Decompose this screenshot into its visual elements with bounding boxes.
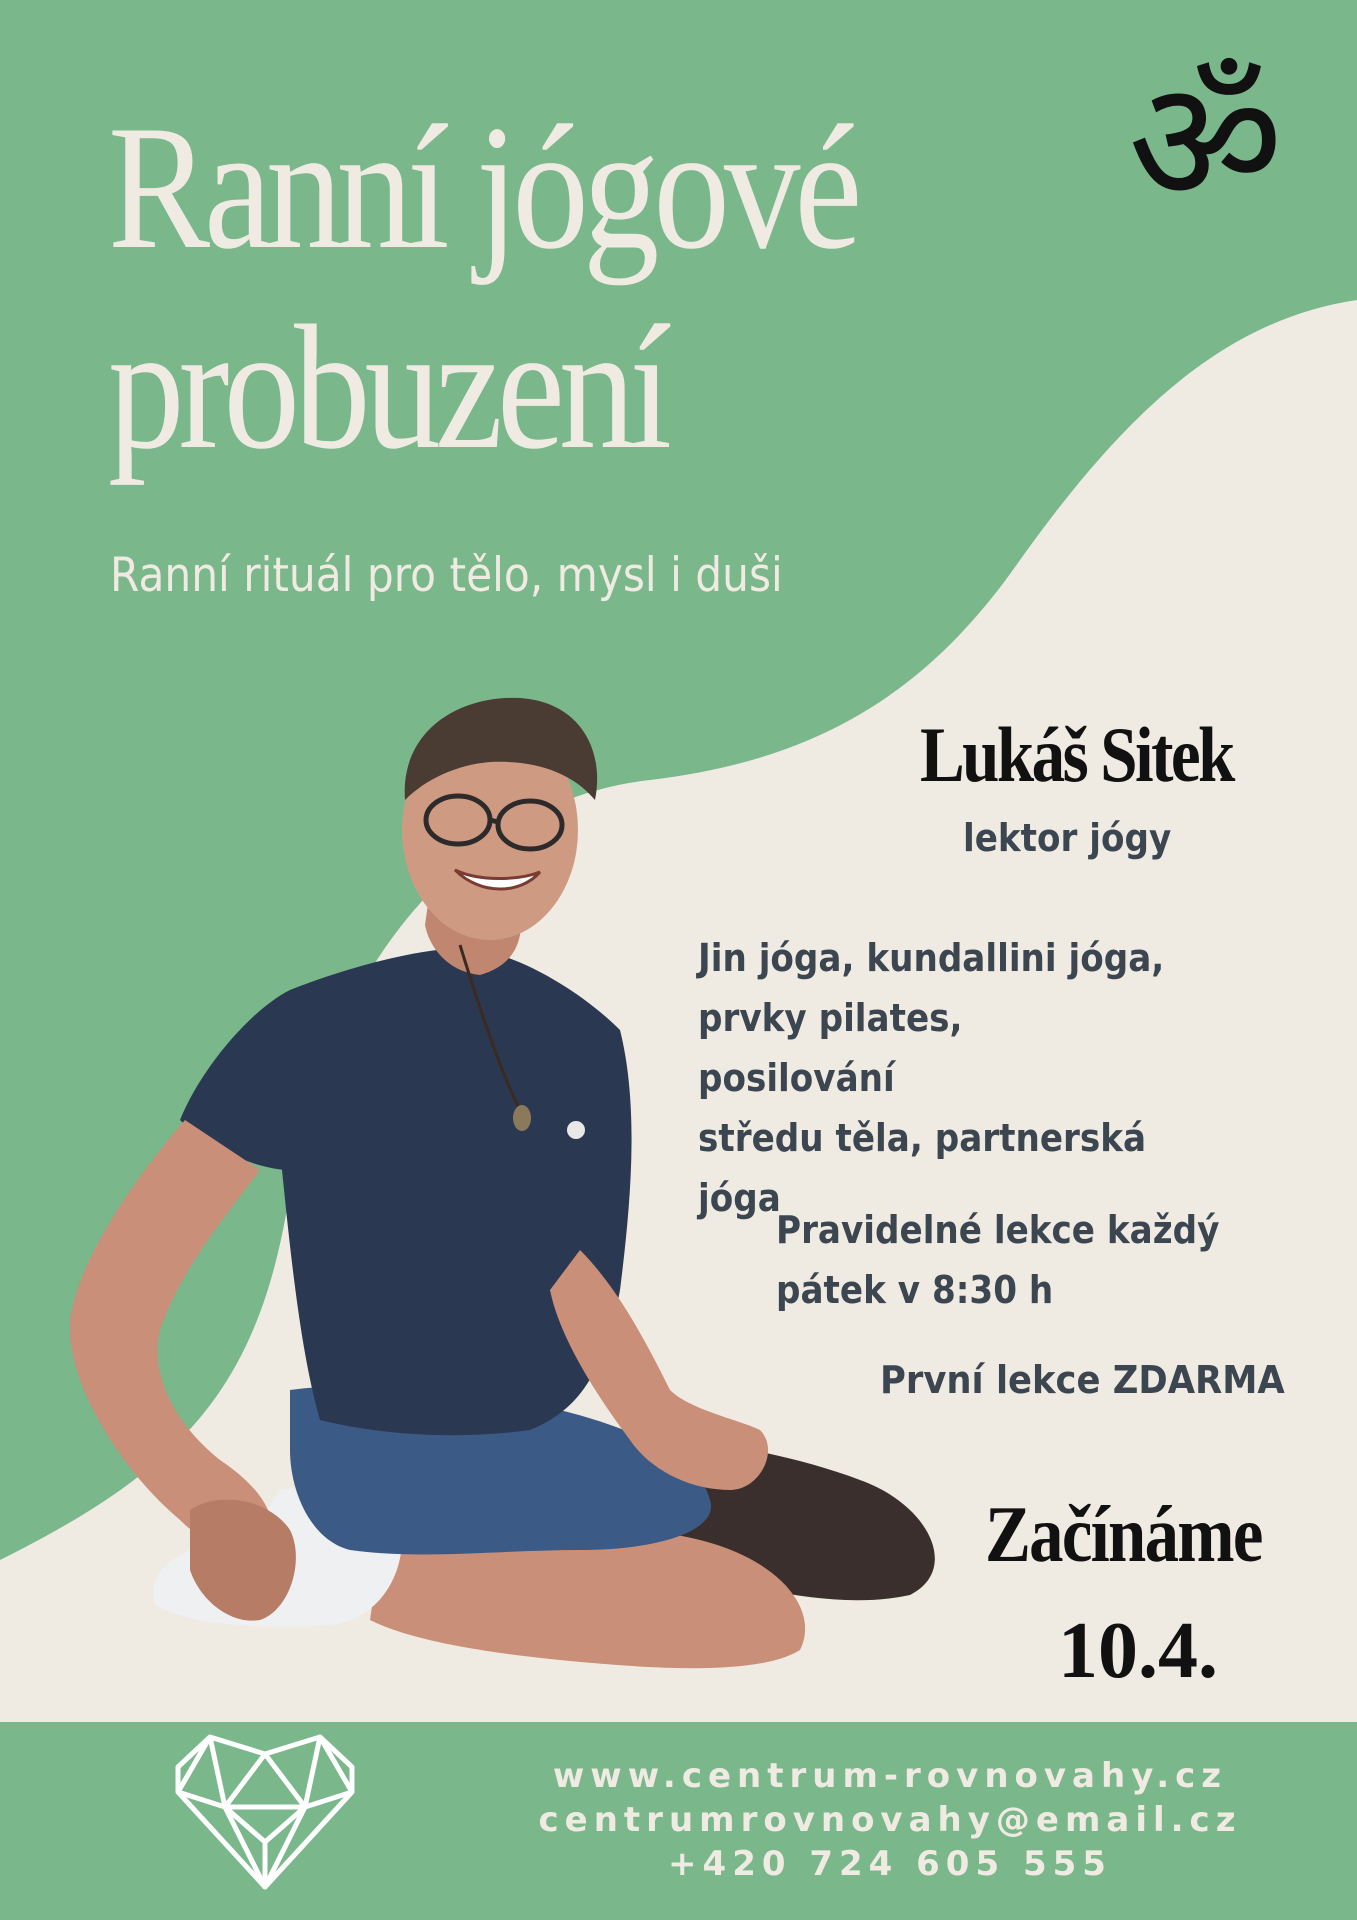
om-icon: ॐ bbox=[1128, 44, 1284, 242]
schedule-line: pátek v 8:30 h bbox=[776, 1268, 1054, 1312]
yoga-styles bbox=[698, 928, 1166, 1228]
start-date: 10.4. bbox=[1058, 1607, 1218, 1695]
instructor-role: lektor jógy bbox=[963, 816, 1172, 860]
yoga-styles-line: prvky pilates, posilování bbox=[698, 996, 963, 1100]
schedule-line: Pravidelné lekce každý bbox=[776, 1208, 1220, 1252]
free-lesson-offer: První lekce ZDARMA bbox=[880, 1358, 1285, 1402]
yoga-styles-line: jóga bbox=[698, 1176, 781, 1220]
schedule bbox=[776, 1200, 1244, 1320]
start-label: Začínáme bbox=[985, 1491, 1262, 1579]
title-line-2: probuzení bbox=[108, 288, 666, 486]
phone-number[interactable]: +420 724 605 555 bbox=[668, 1844, 1112, 1884]
geometric-heart-icon bbox=[170, 1732, 360, 1892]
yoga-styles-line: Jin jóga, kundallini jóga, bbox=[698, 936, 1165, 980]
instructor-name: Lukáš Sitek bbox=[920, 711, 1233, 798]
yoga-styles-line: středu těla, partnerská bbox=[698, 1116, 1147, 1160]
website-link[interactable]: www.centrum-rovnovahy.cz bbox=[552, 1756, 1228, 1796]
email-link[interactable]: centrumrovnovahy@email.cz bbox=[538, 1800, 1242, 1840]
subtitle: Ranní rituál pro tělo, mysl i duši bbox=[110, 548, 783, 603]
title-line-1: Ranní jógové bbox=[108, 88, 857, 286]
